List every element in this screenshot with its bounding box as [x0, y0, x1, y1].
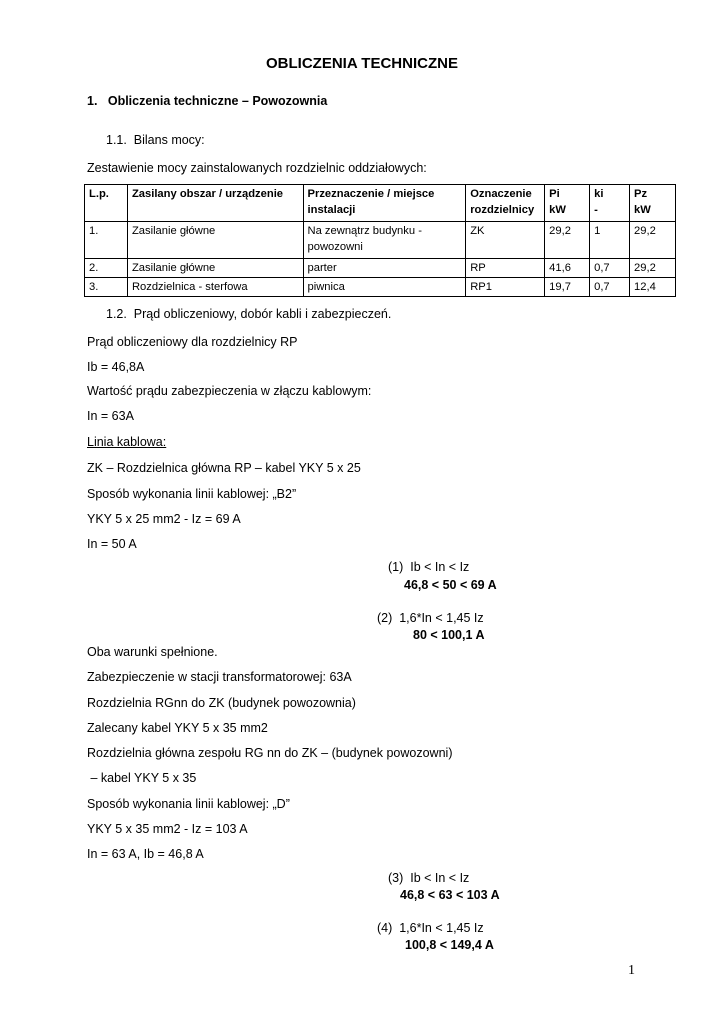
- cell-pi: 41,6: [545, 259, 590, 278]
- text-line: Rozdzielnia główna zespołu RG nn do ZK – (budynek powozowni): [87, 746, 453, 760]
- text-line: Wartość prądu zabezpieczenia w złączu kablowym:: [87, 384, 372, 398]
- table-header-row: [85, 185, 676, 222]
- cell-pi: 19,7: [545, 278, 590, 297]
- formula-4: (4) 1,6*In < 1,45 Iz: [377, 921, 484, 935]
- table-row: [85, 222, 676, 259]
- formula-3-result: 46,8 < 63 < 103 A: [400, 888, 500, 902]
- header-area: Zasilany obszar / urządzenie: [127, 185, 303, 222]
- cell-ki: 1: [590, 222, 630, 259]
- section-heading-1-2: 1.2. Prąd obliczeniowy, dobór kabli i zabezpieczeń.: [106, 307, 392, 321]
- header-designation: Oznaczenie rozdzielnicy: [466, 185, 545, 222]
- formula-2-result: 80 < 100,1 A: [413, 628, 485, 642]
- text-line: ZK – Rozdzielnica główna RP – kabel YKY 5 x 25: [87, 461, 361, 475]
- text-line: Sposób wykonania linii kablowej: „D”: [87, 797, 290, 811]
- cell-area: Zasilanie główne: [127, 222, 303, 259]
- page-number: 1: [628, 963, 635, 978]
- table-row: [85, 259, 676, 278]
- cell-lp: 2.: [85, 259, 128, 278]
- text-line: – kabel YKY 5 x 35: [87, 771, 197, 785]
- formula-3: (3) Ib < In < Iz: [388, 871, 470, 885]
- table-row: [85, 278, 676, 297]
- cell-designation: ZK: [466, 222, 545, 259]
- text-line: Oba warunki spełnione.: [87, 645, 218, 659]
- formula-1-result: 46,8 < 50 < 69 A: [404, 578, 497, 592]
- cell-designation: RP: [466, 259, 545, 278]
- cell-ki: 0,7: [590, 259, 630, 278]
- text-line: Rozdzielnia RGnn do ZK (budynek powozownia): [87, 696, 356, 710]
- text-line: Prąd obliczeniowy dla rozdzielnicy RP: [87, 335, 298, 349]
- section-heading-1: 1. Obliczenia techniczne – Powozownia: [87, 94, 328, 108]
- cell-lp: 3.: [85, 278, 128, 297]
- cell-designation: RP1: [466, 278, 545, 297]
- cell-pz: 12,4: [630, 278, 676, 297]
- cell-area: Zasilanie główne: [127, 259, 303, 278]
- text-line: In = 50 A: [87, 537, 137, 551]
- header-pz: Pz kW: [630, 185, 676, 222]
- formula-1: (1) Ib < In < Iz: [388, 560, 470, 574]
- cell-purpose: parter: [303, 259, 466, 278]
- text-line: In = 63A: [87, 409, 134, 423]
- cell-purpose: piwnica: [303, 278, 466, 297]
- cell-pz: 29,2: [630, 222, 676, 259]
- header-pi: Pi kW: [545, 185, 590, 222]
- text-line: YKY 5 x 25 mm2 - Iz = 69 A: [87, 512, 241, 526]
- text-line: YKY 5 x 35 mm2 - Iz = 103 A: [87, 822, 248, 836]
- table-intro: Zestawienie mocy zainstalowanych rozdzielnic oddziałowych:: [87, 161, 427, 175]
- cell-pi: 29,2: [545, 222, 590, 259]
- cell-ki: 0,7: [590, 278, 630, 297]
- cell-lp: 1.: [85, 222, 128, 259]
- section-heading-1-1: 1.1. Bilans mocy:: [106, 133, 205, 147]
- cable-line-heading: Linia kablowa:: [87, 435, 167, 449]
- formula-2: (2) 1,6*In < 1,45 Iz: [377, 611, 484, 625]
- cell-purpose: Na zewnątrz budynku - powozowni: [303, 222, 466, 259]
- document-title: OBLICZENIA TECHNICZNE: [266, 55, 458, 72]
- text-line: Sposób wykonania linii kablowej: „B2”: [87, 487, 297, 501]
- formula-4-result: 100,8 < 149,4 A: [405, 938, 494, 952]
- text-line: Zabezpieczenie w stacji transformatorowej: 63A: [87, 670, 352, 684]
- text-line: Zalecany kabel YKY 5 x 35 mm2: [87, 721, 268, 735]
- header-ki: ki -: [590, 185, 630, 222]
- text-line: In = 63 A, Ib = 46,8 A: [87, 847, 204, 861]
- header-purpose: Przeznaczenie / miejsce instalacji: [303, 185, 466, 222]
- header-lp: L.p.: [85, 185, 128, 222]
- cell-area: Rozdzielnica - sterfowa: [127, 278, 303, 297]
- cell-pz: 29,2: [630, 259, 676, 278]
- power-balance-table: [84, 184, 676, 297]
- text-line: Ib = 46,8A: [87, 360, 145, 374]
